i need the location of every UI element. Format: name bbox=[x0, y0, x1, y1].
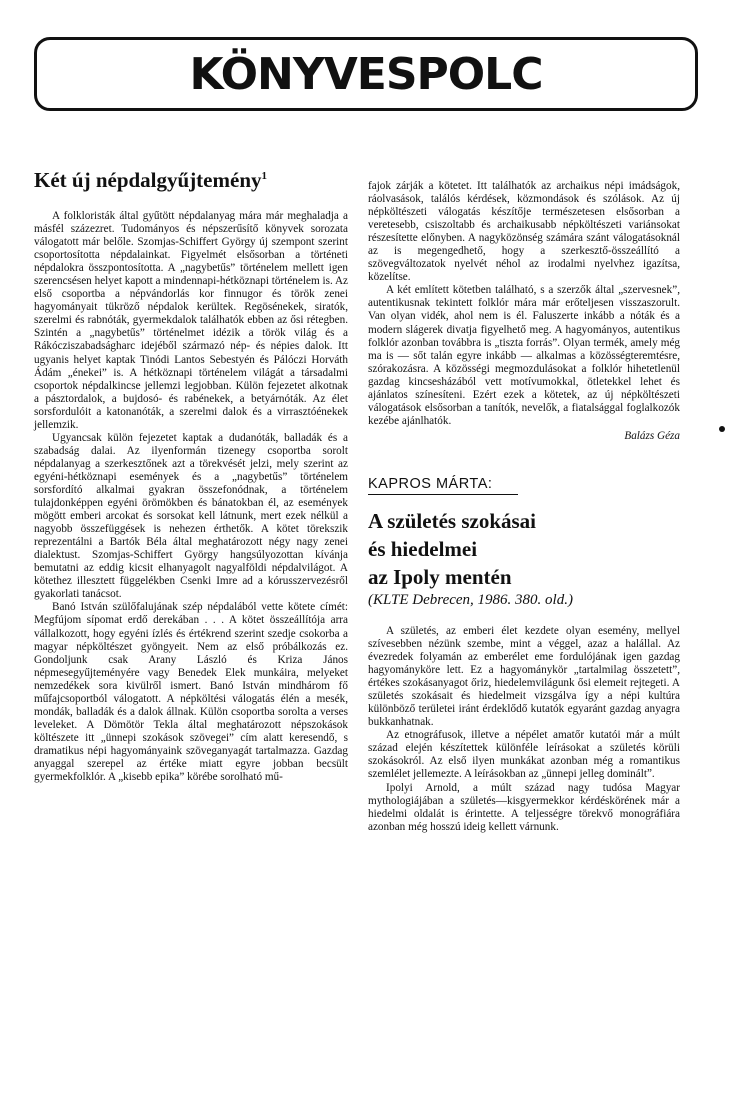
book-source: (KLTE Debrecen, 1986. 380. old.) bbox=[368, 591, 573, 608]
left-column bbox=[34, 168, 348, 784]
paragraph: Az etnográfusok, illetve a népélet amatőr kutatói már a múlt század elején készítettek különféle leírásokat a születés körüli szokásokról. Az első ilyen munkákat azonban még a romantikus szemlélet jellemezte. A leírásokban az „ünnepi jelleg domináltˮ. bbox=[368, 729, 680, 781]
book-title-line: A születés szokásai bbox=[368, 508, 536, 533]
review-author: KAPROS MÁRTA: bbox=[368, 475, 518, 495]
paragraph: A két említett kötetben található, s a szerzők által „szervesnek”, autentikusnak tekintett folklór mára már erőteljesen visszaszorult. Van olyan vidék, ahol nem is él. Faluszerte inkább a nóták és a modern slágerek divatja figyelhető meg. A hagyományos, autentikus folklór azonban továbbra is „tiszta forrás”. Olyan termék, amely még ma is — sőt talán egyre inkább — alkalmas a közösségteremtésre, szórakozásra. A közösségi megmozdulásokat a folklór hihetetlenül gazdag kincsesházából vett motívumokkal, ötletekkel lehet és ajánlatos színesíteni. Ezért ezek a kötetek, az új népköltészeti válogatások elsősorban a tanítók, nevelők, a fiatalsággal foglalkozók kezébe ajánlhatók. bbox=[368, 284, 680, 427]
review-signature: Balázs Géza bbox=[624, 429, 680, 442]
paragraph: A születés, az emberi élet kezdete olyan esemény, mellyel szívesebben nézünk szembe, mint a véggel, azaz a halállal. Az évezredek folyamán az emberélet eme fordulójának igen gazdag hagyományköre lett. Ez a hagyománykör „tartalmilag összetett”, értékes szokásanyagot őriz, hiedelemvilágunk ősi elemeit rejtegeti. A születés szokásait és hiedelmeit vizsgálva így a népi kultúra különböző területei iránt érdeklődő kutatók egyaránt gazdag anyagra bukkanhatnak. bbox=[368, 624, 680, 729]
book-title-line: az Ipoly mentén bbox=[368, 564, 512, 589]
section-title: KÖNYVESPOLC bbox=[189, 49, 543, 100]
paragraph: Banó István szülőfalujának szép népdalából vette kötete címét: Megfújom sípomat erdő derekában . . . A kötet összeállítója arra vállalkozott, hogy egyéni ízlés és értékrend szerint szedje csokorba a magyar népköltészet gyöngyeit. Nem az első próbálkozás ez. Gondoljunk csak Arany László és Kriza János népmesegyűjteményére vagy Benedek Elek munkáira, melyeket nemzedékek sora kivülről ismert. Banó István mindhárom fő műfajcsoportból válogatott. A népköltési válogatás élén a mesék, mondák, balladák és a dalok állnak. Külön csoportba sorolta a verses leveleket. A Dömötör Tekla által meghatározott népszokások költészete itt „ünnepi szokások szövegei” cím alatt keresendő, s dramatikus népi hagyományaink szöveganyagát tartalmazza. Gazdag anyaggal szerepel az értéke miatt egyre jobban becsült gyermekfolklór. A „kisebb epika” körébe sorolható mű- bbox=[34, 601, 348, 784]
right-column bbox=[368, 180, 680, 834]
section-banner bbox=[34, 37, 698, 111]
paragraph: fajok zárják a kötetet. Itt találhatók az archaikus népi imádságok, ráolvasások, találós kérdések, közmondások és szólások. Az új népköltészeti válogatás készítője természetesen elsősorban a veretesebb, csiszoltabb és archaikusabb népköltészeti variánsokat részesítette előnyben. A nagyközönség számára szánt válogatásoknál az is megengedhető, hogy a szerkesztő-összeállító a szövegváltozatok nyelvét néhol az irodalmi nyelvhez igazítsa, közelítse. bbox=[368, 180, 680, 284]
paragraph: A folkloristák által gyűtött népdalanyag mára már meghaladja a másfél százezret. Tudományos és népszerűsítő könyvek sorozata válogatott már belőle. Szomjas-Schiffert György új szempont szerint csoportosította népdalainkat. Figyelmét elsősorban a történeti népdalokra összpontosította. A „nagybetűs” történelem mellett igen szerencsésen helyet kapott a mindennapi-hétköznapi történelem is. Az első csoportba a népvándorlás kor finnugor és török zenei hagyományait tükröző népdalok kerültek. Regösénekek, siratók, szerelmi és rabnóták, gyermekdalok találhatók ebben az ősi rétegben. Szintén a „nagybetűs” történelmet idézik a török világ és a Rákócziszabadságharc idejéből származó nép- és népies dalok. Itt ugyanis helyet kaptak Tinódi Lantos Sebestyén és Pálóczi Horváth Ádám „énekei” is. A hétköznapi történelem világát a társadalmi csoportok népdalkincse jellemzi legjobban. Külön fejezetet alkotnak a pásztordalok, a bujdosó- és rabénekek, a betyárnóták. Az élet sorsfordulóit a katonanóták, a szerelmi dalok és a virrasztóénekek jellemzik. bbox=[34, 210, 348, 431]
footnote-mark: 1 bbox=[261, 170, 267, 182]
paragraph: Ipolyi Arnold, a múlt század nagy tudósa Magyar mythologiájában a születés—kisgyermekkor kérdéskörének már a hiedelmi oldalát is érintette. A teljességre törekvő monográfiára azonban még hosszú ideig kellett várnunk. bbox=[368, 781, 680, 833]
margin-dot bbox=[719, 426, 725, 432]
review-title-text: Két új népdalgyűjtemény bbox=[34, 168, 262, 192]
book-title-line: és hiedelmei bbox=[368, 536, 478, 561]
paragraph: Ugyancsak külön fejezetet kaptak a dudanóták, balladák és a szabadság dalai. Az ilyenformán tizenegy csoportba sorolt népdalanyag a szerkesztőnek azt a törekvését jelzi, mely szerint az egyéni-hétköznapi események és a „nagybetűs” történelem sorsfordító alkalmai gyakran összefonódnak, a történelem tulajdonképpen egyéni örömökben és bánatokban él, az események mögött emberi arcokat és sorsokat kell látnunk, mert ezek nélkül a nagyobb összefüggések is nehezen érthetők. A kötet törekszik reprezentálni a Bartók Béla által meghatározott négy nagy zenei dialektust. Szomjas-Schiffert György hangsúlyozottan kívánja bemutatni az eddig kicsit elhanyagolt nagyalföldi népdalvilágot. A kötethez illesztett függelékben Csenki Imre ad a kórusszervezésről gyakorlati tanácsot. bbox=[34, 431, 348, 601]
review-title bbox=[34, 168, 348, 192]
book-title bbox=[368, 507, 680, 591]
